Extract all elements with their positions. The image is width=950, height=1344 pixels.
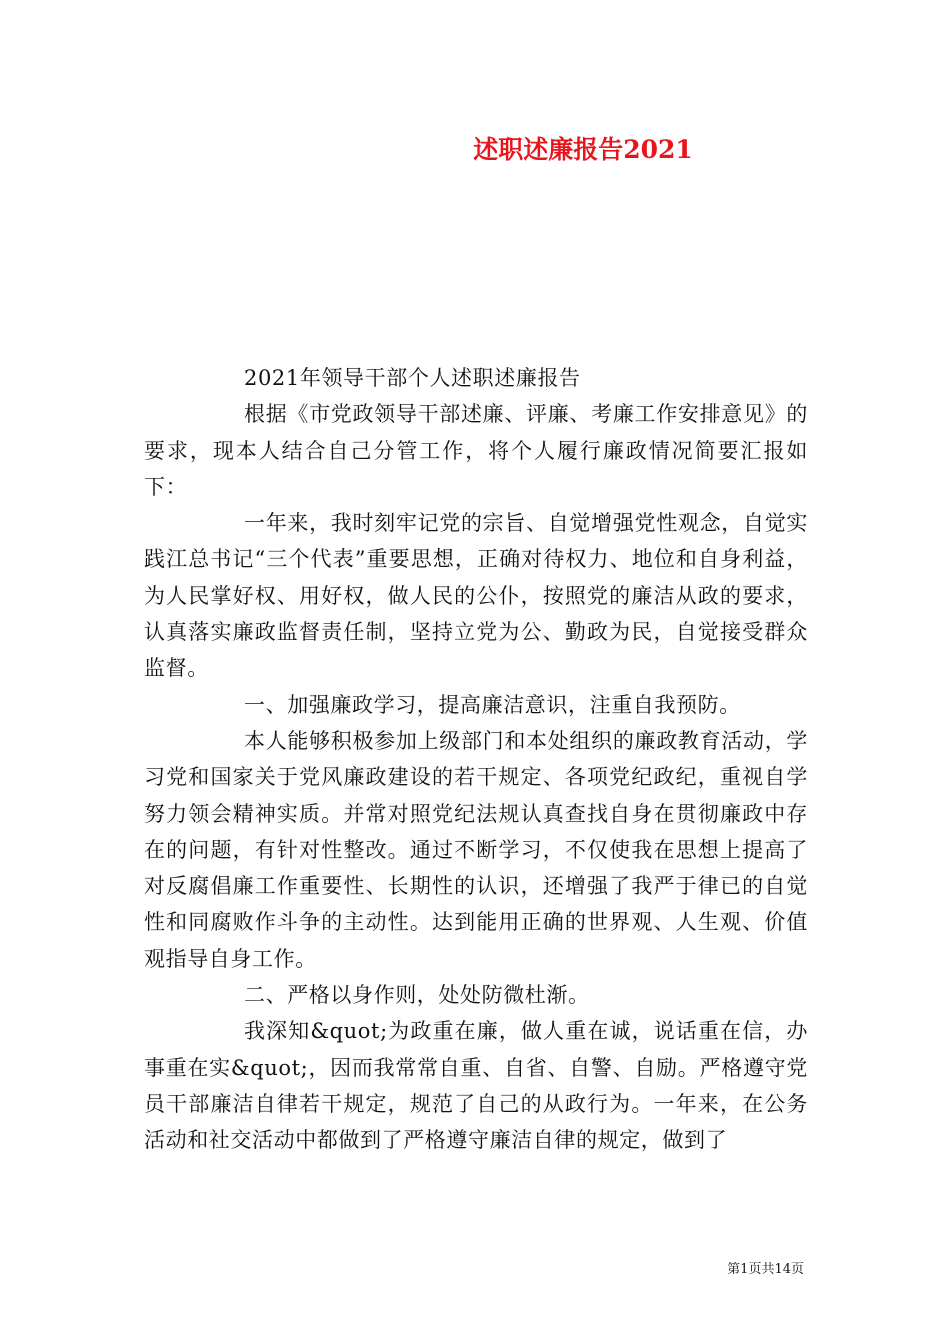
page-number-footer: 第1页共14页 [727, 1262, 804, 1277]
section-heading-2: 二、严格以身作则，处处防微杜渐。 [244, 983, 590, 1008]
report-heading: 2021年领导干部个人述职述廉报告 [244, 366, 581, 390]
document-body [144, 360, 808, 1159]
summary-paragraph: 一年来，我时刻牢记党的宗旨、自觉增强党性观念，自觉实践江总书记“三个代表”重要思想，正确对待权力、地位和自身利益，为人民掌好权、用好权，做人民的公仆，按照党的廉洁从政的要求，认真落实廉政监督责任制，坚持立党为公、勤政为民，自觉接受群众监督。 [144, 511, 808, 681]
section-heading-1: 一、加强廉政学习，提高廉洁意识，注重自我预防。 [244, 692, 741, 717]
section-2-paragraph: 我深知&quot;为政重在廉，做人重在诚，说话重在信，办事重在实&quot;，因而我常常自重、自省、自警、自励。严格遵守党员干部廉洁自律若干规定，规范了自己的从政行为。一年来，在公务活动和社交活动中都做到了严格遵守廉洁自律的规定，做到了 [144, 1019, 808, 1153]
document-title: 述职述廉报告2021 [473, 135, 693, 164]
intro-paragraph: 根据《市党政领导干部述廉、评廉、考廉工作安排意见》的要求，现本人结合自己分管工作，将个人履行廉政情况简要汇报如下： [144, 402, 808, 499]
section-1-paragraph: 本人能够积极参加上级部门和本处组织的廉政教育活动，学习党和国家关于党风廉政建设的若干规定、各项党纪政纪，重视自学努力领会精神实质。并常对照党纪法规认真查找自身在贯彻廉政中存在的问题，有针对性整改。通过不断学习，不仅使我在思想上提高了对反腐倡廉工作重要性、长期性的认识，还增强了我严于律已的自觉性和同腐败作斗争的主动性。达到能用正确的世界观、人生观、价值观指导自身工作。 [144, 728, 808, 971]
